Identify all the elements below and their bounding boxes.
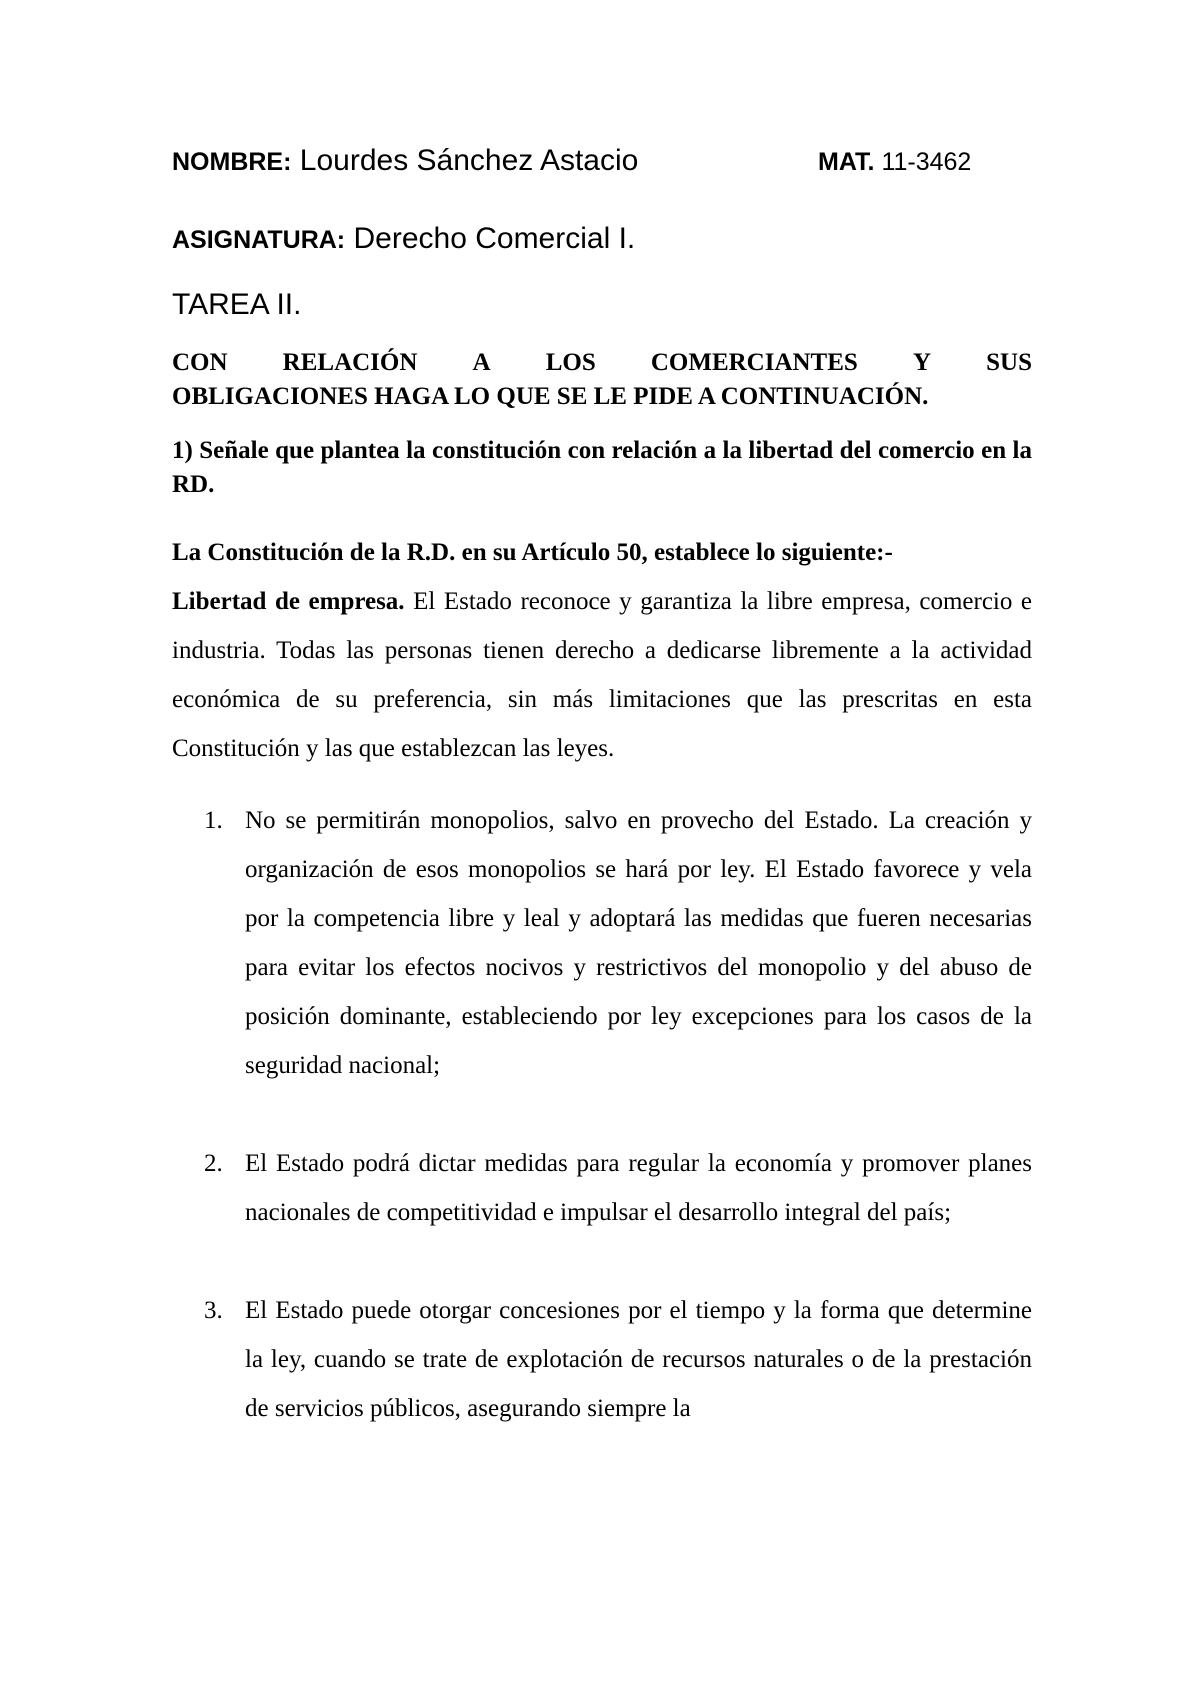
list-item-number: 1. [204,807,223,834]
answer-intro: La Constitución de la R.D. en su Artículo 50, establece lo siguiente:- [172,539,893,566]
list-item [172,796,1032,1090]
mat-value: 11-3462 [881,148,972,176]
list-item-text: No se permitirán monopolios, salvo en provecho del Estado. La creación y organización de esos monopolios se hará por ley. El Estado favorece y vela por la competencia libre y leal y adoptará las medidas que fueren necesarias para evitar los efectos nocivos y restrictivos del monopolio y del abuso de posición dominante, estableciendo por ley excepciones para los casos de la seguridad nacional; [245,807,1032,1079]
list-item-number: 2. [204,1150,223,1177]
question-1: 1) Señale que plantea la constitución con relación a la libertad del comercio en la RD. [172,437,1032,498]
instruction-word: RELACIÓN [282,349,418,376]
subject-line [172,222,635,256]
task-title: TAREA II. [172,288,302,321]
list-item-text: El Estado puede otorgar concesiones por el tiempo y la forma que determine la ley, cuando se trate de explotación de recursos naturales o de la prestación de servicios públicos, asegurando siempre la [245,1297,1032,1422]
mat-label: MAT. [818,148,875,176]
instruction-word: LOS [545,349,596,376]
list-item-number: 3. [204,1297,223,1324]
instruction-line-1 [172,346,1032,380]
instruction-word: A [472,349,491,376]
subject-label: ASIGNATURA: [172,226,346,254]
instruction-word: SUS [986,349,1032,376]
student-name: Lourdes Sánchez Astacio [299,144,639,177]
list-item-text: El Estado podrá dictar medidas para regular la economía y promover planes nacionales de competitividad e impulsar el desarrollo integral del país; [245,1150,1032,1226]
instruction-word: COMERCIANTES [650,349,858,376]
instruction-line-2: OBLIGACIONES HAGA LO QUE SE LE PIDE A CONTINUACIÓN. [172,383,929,410]
subject-value: Derecho Comercial I. [353,222,636,255]
list-item [172,1139,1032,1237]
instruction-word: Y [912,349,931,376]
student-header [172,144,1032,184]
answer-paragraph [172,577,1032,773]
instruction-heading [172,346,1032,414]
instruction-word: CON [172,349,228,376]
answer-body: El Estado reconoce y garantiza la libre empresa, comercio e industria. Todas las personas tienen derecho a dedicarse libremente a la actividad económica de su preferencia, sin más limitaciones que las prescritas en esta Constitución y las que establezcan las leyes. [172,588,1032,762]
name-label: NOMBRE: [172,148,292,176]
answer-block [172,528,1032,773]
list-item [172,1286,1032,1433]
numbered-list [172,796,1032,1482]
enrollment-id [818,148,971,177]
answer-heading: Libertad de empresa. [172,588,405,615]
